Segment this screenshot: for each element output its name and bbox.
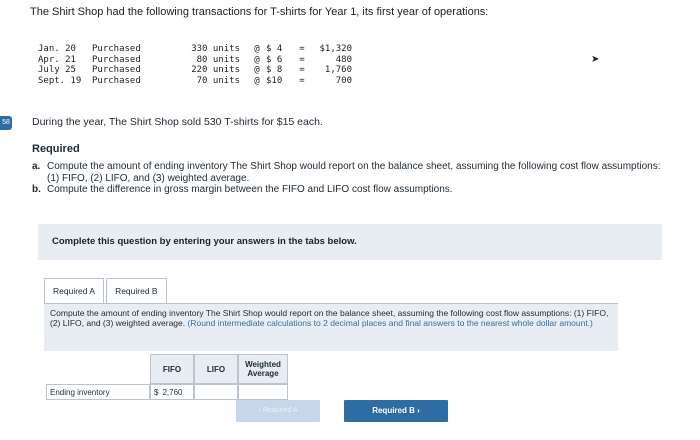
header-spacer (46, 354, 150, 384)
column-lifo: LIFO (194, 354, 238, 384)
txn-at: @ (254, 54, 260, 65)
sold-text: During the year, The Shirt Shop sold 530 T-shirts for $15 each. (32, 116, 323, 128)
txn-total: 700 (335, 75, 352, 86)
prev-required-a-button[interactable] (236, 400, 320, 422)
txn-total: 480 (335, 54, 352, 65)
txn-price: $10 (266, 75, 283, 86)
txn-price: $ 4 (266, 44, 283, 54)
txn-total: $1,320 (319, 44, 352, 54)
dollar-sign: $ (154, 387, 159, 397)
txn-date: Apr. 21 (38, 54, 76, 65)
requirement-item (32, 184, 672, 196)
requirement-letter: b. (32, 184, 41, 195)
txn-eq: = (299, 65, 305, 75)
txn-date: Jan. 20 (38, 44, 76, 54)
transaction-row (38, 44, 352, 55)
txn-date: July 25 (38, 65, 76, 75)
row-label: Ending inventory (46, 384, 150, 400)
fifo-input[interactable] (150, 384, 194, 400)
txn-units: 330 units (191, 44, 240, 54)
requirements-list (32, 161, 672, 196)
txn-type: Purchased (92, 65, 141, 75)
next-required-b-button[interactable] (344, 400, 448, 422)
transaction-row (38, 65, 352, 76)
txn-date: Sept. 19 (38, 75, 82, 86)
requirement-item (32, 161, 672, 184)
requirement-letter: a. (32, 161, 41, 172)
txn-eq: = (299, 54, 305, 65)
fifo-value: 2,760 (162, 387, 183, 397)
prev-button-label: Required A (262, 407, 298, 414)
answer-table (46, 354, 288, 400)
transaction-row (38, 55, 352, 66)
question-number-tab[interactable]: 58 (0, 116, 12, 130)
txn-type: Purchased (92, 75, 141, 86)
txn-price: $ 8 (266, 65, 283, 75)
intro-text: The Shirt Shop had the following transactions for T-shirts for Year 1, its first year of operations: (30, 6, 489, 18)
cursor-arrow-icon: ➤ (591, 54, 600, 65)
txn-at: @ (254, 44, 260, 54)
column-weighted-average: Weighted Average (238, 354, 288, 384)
txn-units: 70 units (196, 75, 240, 86)
chevron-left-icon: ‹ (258, 407, 261, 414)
question-panel (44, 303, 618, 351)
txn-units: 220 units (191, 65, 240, 75)
required-heading: Required (32, 143, 80, 155)
tab-required-a[interactable]: Required A (44, 278, 104, 304)
next-button-label: Required B (372, 406, 415, 415)
txn-at: @ (254, 75, 260, 86)
txn-units: 80 units (196, 54, 240, 65)
column-fifo: FIFO (150, 354, 194, 384)
table-row (46, 384, 288, 400)
txn-eq: = (299, 44, 305, 54)
chevron-right-icon: › (417, 406, 420, 415)
txn-at: @ (254, 65, 260, 75)
answer-table-header (46, 354, 288, 384)
requirement-text: Compute the difference in gross margin between the FIFO and LIFO cost flow assumptions. (47, 184, 453, 195)
panel-instructions: Compute the amount of ending inventory The Shirt Shop would report on the balance sheet, assuming the following cost flow assumptions: (1) FIFO, (2) LIFO, and (3) weighted average. (50, 308, 609, 328)
txn-price: $ 6 (266, 54, 283, 65)
txn-type: Purchased (92, 44, 141, 54)
txn-eq: = (299, 75, 305, 86)
transaction-row (38, 76, 352, 87)
txn-total: 1,760 (324, 65, 352, 75)
answer-tabs (44, 278, 169, 304)
panel-note: (Round intermediate calculations to 2 decimal places and final answers to the nearest whole dollar amount.) (187, 318, 593, 328)
lifo-input[interactable] (194, 384, 238, 400)
complete-prompt: Complete this question by entering your answers in the tabs below. (38, 224, 662, 260)
transactions-table (38, 44, 352, 86)
fifo-input-value[interactable] (154, 387, 190, 397)
weighted-average-input[interactable] (238, 384, 288, 400)
txn-type: Purchased (92, 54, 141, 65)
requirement-text: Compute the amount of ending inventory The Shirt Shop would report on the balance sheet, assuming the following cost flow assumptions: (1) FIFO, (2) LIFO, and (3) weighted average. (47, 161, 661, 184)
tab-required-b[interactable]: Required B (106, 278, 167, 304)
